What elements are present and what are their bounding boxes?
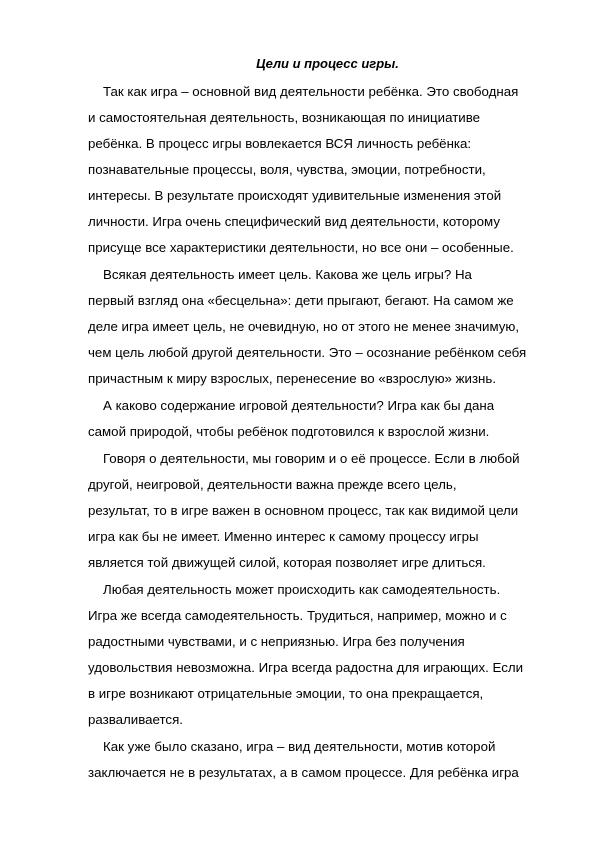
document-title: Цели и процесс игры. xyxy=(256,56,399,71)
text-line: результат, то в игре важен в основном процесс, так как видимой цели xyxy=(88,503,519,518)
text-line: радостными чувствами, и с неприязнью. Игра без получения xyxy=(88,634,465,649)
text-line: и самостоятельная деятельность, возникающая по инициативе xyxy=(88,110,481,125)
text-line: Игра же всегда самодеятельность. Трудиться, например, можно и с xyxy=(88,608,507,623)
text-line: личности. Игра очень специфический вид деятельности, которому xyxy=(88,214,500,229)
text-line: разваливается. xyxy=(88,712,183,727)
text-line: является той движущей силой, которая позволяет игре длиться. xyxy=(88,555,486,570)
text-line: самой природой, чтобы ребёнок подготовился к взрослой жизни. xyxy=(88,424,490,439)
text-line: в игре возникают отрицательные эмоции, то она прекращается, xyxy=(88,686,484,701)
text-line: другой, неигровой, деятельности важна прежде всего цель, xyxy=(88,477,457,492)
text-line: деле игра имеет цель, не очевидную, но от этого не менее значимую, xyxy=(88,319,520,334)
text-line: Говоря о деятельности, мы говорим и о её процессе. Если в любой xyxy=(103,451,520,466)
text-line: причастным к миру взрослых, перенесение во «взрослую» жизнь. xyxy=(88,371,497,386)
text-line: Всякая деятельность имеет цель. Какова же цель игры? На xyxy=(103,267,472,282)
text-line: интересы. В результате происходят удивительные изменения этой xyxy=(88,188,502,203)
text-line: А каково содержание игровой деятельности? Игра как бы дана xyxy=(103,398,495,413)
text-line: Так как игра – основной вид деятельности ребёнка. Это свободная xyxy=(103,84,519,99)
text-line: ребёнка. В процесс игры вовлекается ВСЯ личность ребёнка: xyxy=(88,136,472,151)
text-line: заключается не в результатах, а в самом процессе. Для ребёнка игра xyxy=(88,765,519,780)
text-line: игра как бы не имеет. Именно интерес к самому процессу игры xyxy=(88,529,479,544)
text-line: Любая деятельность может происходить как самодеятельность. xyxy=(103,582,501,597)
text-line: первый взгляд она «бесцельна»: дети прыгают, бегают. На самом же xyxy=(88,293,514,308)
text-line: чем цель любой другой деятельности. Это – осознание ребёнком себя xyxy=(88,345,527,360)
text-line: присуще все характеристики деятельности, но все они – особенные. xyxy=(88,240,514,255)
text-line: Как уже было сказано, игра – вид деятельности, мотив которой xyxy=(103,739,496,754)
text-line: удовольствия невозможна. Игра всегда радостна для играющих. Если xyxy=(88,660,524,675)
text-line: познавательные процессы, воля, чувства, эмоции, потребности, xyxy=(88,162,486,177)
